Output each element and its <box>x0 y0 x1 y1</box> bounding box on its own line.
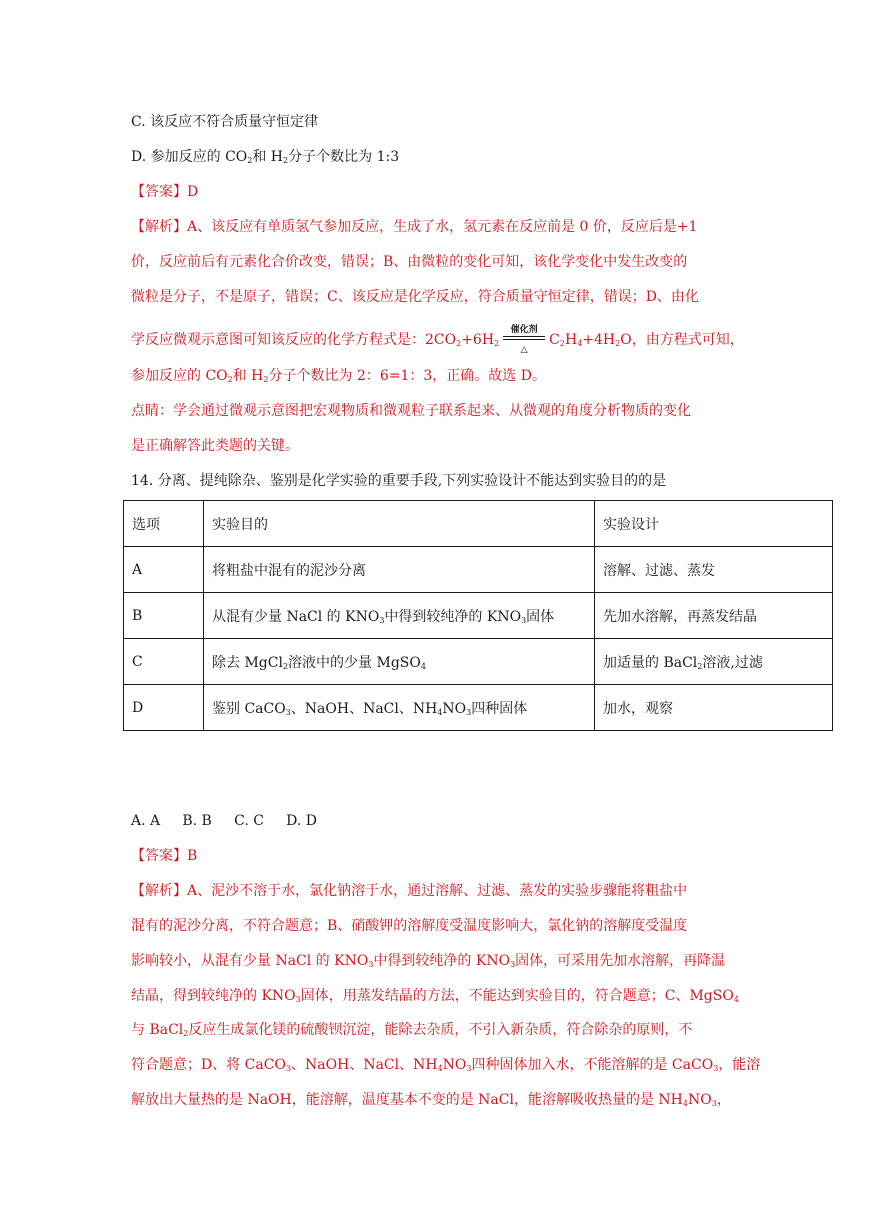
reaction-condition-arrow <box>501 325 547 355</box>
subscript: 3 <box>379 615 385 625</box>
subscript: 4 <box>682 1099 688 1108</box>
analysis-label: 【解析】 <box>131 883 187 899</box>
q14-analysis-line-2: 混有的泥沙分离，不符合题意；B、硝酸钾的溶解度受温度影响大，氯化钠的溶解度受温度 <box>131 918 688 934</box>
subscript: 2 <box>615 339 621 348</box>
q14-analysis-line-7 <box>131 1090 731 1110</box>
q14-analysis-line-3 <box>131 951 725 971</box>
subscript: 3 <box>466 1064 472 1073</box>
q13-analysis-line-3: 微粒是分子，不是原子，错误；C、该反应是化学反应，符合质量守恒定律，错误；D、由化 <box>131 289 699 305</box>
text-span: 影响较小，从混有少量 NaCl 的 KNO <box>131 953 369 969</box>
q14-answer: 【答案】B <box>131 848 198 864</box>
subscript: 3 <box>521 615 527 625</box>
text-span: 中得到较纯净的 KNO <box>373 953 511 969</box>
q13-tip-line-1: 点睛：学会通过微观示意图把宏观物质和微观粒子联系起来、从微观的角度分析物质的变化 <box>131 403 691 419</box>
text-span: D. 参加反应的 CO <box>131 149 248 165</box>
q13-tip-line-2: 是正确解答此类题的关键。 <box>131 438 299 454</box>
table-header-row <box>124 501 833 547</box>
q14-analysis-line-6 <box>131 1055 760 1075</box>
text-span: 固体 <box>526 608 555 625</box>
text-span: 从混有少量 NaCl 的 KNO <box>212 608 380 625</box>
header-cell: 实验设计 <box>595 501 833 547</box>
purpose-cell: 将粗盐中混有的泥沙分离 <box>204 547 595 593</box>
option-cell: B <box>124 593 204 639</box>
subscript: 3 <box>510 960 516 969</box>
subscript: 3 <box>285 707 291 717</box>
text-span: 参加反应的 CO <box>131 368 228 384</box>
text-span: O，由方程式可知， <box>620 332 744 348</box>
q13-analysis-line-4 <box>131 325 744 355</box>
subscript: 2 <box>697 661 703 671</box>
equal-bar <box>503 336 545 337</box>
design-cell <box>595 639 833 685</box>
analysis-label: 【解析】 <box>131 219 187 235</box>
options-table <box>123 500 833 731</box>
text-span: H <box>564 332 578 348</box>
text-span: 反应生成氯化镁的硫酸钡沉淀，能除去杂质，不引入新杂质，符合除杂的原则，不 <box>188 1022 693 1038</box>
text-span: ， <box>716 1092 731 1108</box>
q14-analysis-line-4 <box>131 986 739 1006</box>
text-span: A、该反应有单质氢气参加反应，生成了水，氢元素在反应前是 0 价，反应后是+1 <box>187 219 698 235</box>
subscript: 2 <box>494 339 500 348</box>
text-span: 加适量的 BaCl <box>603 654 698 671</box>
text-span: 和 H <box>232 368 264 384</box>
option-cell: A <box>124 547 204 593</box>
q13-answer: 【答案】D <box>131 184 199 200</box>
q14-choices: A. A B. B C. C D. D <box>131 813 318 829</box>
subscript: 4 <box>577 339 583 348</box>
q14-analysis-line-1 <box>131 881 687 901</box>
design-cell: 先加水溶解，再蒸发结晶 <box>595 593 833 639</box>
table-row <box>124 593 833 639</box>
text-span: 溶液中的少量 MgSO <box>288 654 421 671</box>
text-span: 学反应微观示意图可知该反应的化学方程式是：2CO <box>131 332 457 348</box>
subscript: 2 <box>227 375 233 384</box>
q14-analysis-line-5 <box>131 1020 692 1040</box>
text-span: +4H <box>582 332 616 348</box>
text-span: C <box>549 332 560 348</box>
subscript: 3 <box>711 1099 717 1108</box>
text-span: 结晶，得到较纯净的 KNO <box>131 988 296 1004</box>
table-row <box>124 685 833 731</box>
subscript: 2 <box>282 661 289 671</box>
table-row <box>124 547 833 593</box>
text-span: 分子个数比为 1:3 <box>288 149 400 165</box>
subscript: 4 <box>437 1064 443 1073</box>
text-span: NO <box>442 700 467 717</box>
text-span: NO <box>687 1092 712 1108</box>
q14-stem: 14. 分离、提纯除杂、鉴别是化学实验的重要手段,下列实验设计不能达到实验目的的是 <box>131 473 667 489</box>
text-span: 除去 MgCl <box>212 654 283 671</box>
subscript: 3 <box>295 995 301 1004</box>
catalyst-label: 催化剂 <box>510 325 538 335</box>
text-span: +6H <box>461 332 495 348</box>
text-span: A、泥沙不溶于水，氯化钠溶于水，通过溶解、过滤、蒸发的实验步骤能将粗盐中 <box>187 883 688 899</box>
text-span: 四种固体 <box>471 700 528 717</box>
subscript: 4 <box>420 661 426 671</box>
subscript: 4 <box>733 995 739 1004</box>
text-span: 溶液,过滤 <box>702 654 763 671</box>
option-d <box>131 147 399 167</box>
text-span: 分子个数比为 2：6=1：3，正确。故选 D。 <box>268 368 546 384</box>
design-cell: 加水，观察 <box>595 685 833 731</box>
text-span: 与 BaCl <box>131 1022 184 1038</box>
option-cell: D <box>124 685 204 731</box>
purpose-cell <box>204 639 595 685</box>
subscript: 3 <box>713 1064 719 1073</box>
header-cell: 实验目的 <box>204 501 595 547</box>
purpose-cell <box>204 685 595 731</box>
text-span: 中得到较纯净的 KNO <box>384 608 522 625</box>
subscript: 4 <box>437 707 443 717</box>
subscript: 2 <box>263 375 269 384</box>
subscript: 2 <box>559 339 565 348</box>
text-span: 符合题意；D、将 CaCO <box>131 1057 286 1073</box>
subscript: 3 <box>368 960 374 969</box>
q13-analysis-line-5 <box>131 366 546 386</box>
subscript: 3 <box>285 1064 292 1073</box>
text-span: 四种固体加入水，不能溶解的是 CaCO <box>471 1057 714 1073</box>
text-span: 解放出大量热的是 NaOH，能溶解，温度基本不变的是 NaCl，能溶解吸收热量的是 NH <box>131 1092 683 1108</box>
q13-analysis-line-2: 价，反应前后有元素化合价改变，错误；B、由微粒的变化可知，该化学变化中发生改变的 <box>131 254 688 270</box>
subscript: 2 <box>283 156 289 165</box>
design-cell: 溶解、过滤、蒸发 <box>595 547 833 593</box>
text-span: 固体，用蒸发结晶的方法，不能达到实验目的，符合题意；C、MgSO <box>300 988 734 1004</box>
option-cell: C <box>124 639 204 685</box>
subscript: 2 <box>183 1029 189 1038</box>
table-row <box>124 639 833 685</box>
option-c: C. 该反应不符合质量守恒定律 <box>131 114 319 130</box>
header-cell: 选项 <box>124 501 204 547</box>
subscript: 3 <box>466 707 472 717</box>
purpose-cell <box>204 593 595 639</box>
heat-symbol: △ <box>520 345 528 355</box>
text-span: 鉴别 CaCO <box>212 700 286 717</box>
subscript: 2 <box>247 156 253 165</box>
text-span: 、NaOH、NaCl、NH <box>290 700 438 717</box>
text-span: 固体，可采用先加水溶解，再降温 <box>515 953 726 969</box>
q13-analysis-line-1 <box>131 217 698 237</box>
text-span: 、NaOH、NaCl、NH <box>291 1057 438 1073</box>
text-span: NO <box>442 1057 467 1073</box>
subscript: 2 <box>456 339 462 348</box>
text-span: ，能溶 <box>718 1057 761 1073</box>
text-span: 和 H <box>252 149 284 165</box>
